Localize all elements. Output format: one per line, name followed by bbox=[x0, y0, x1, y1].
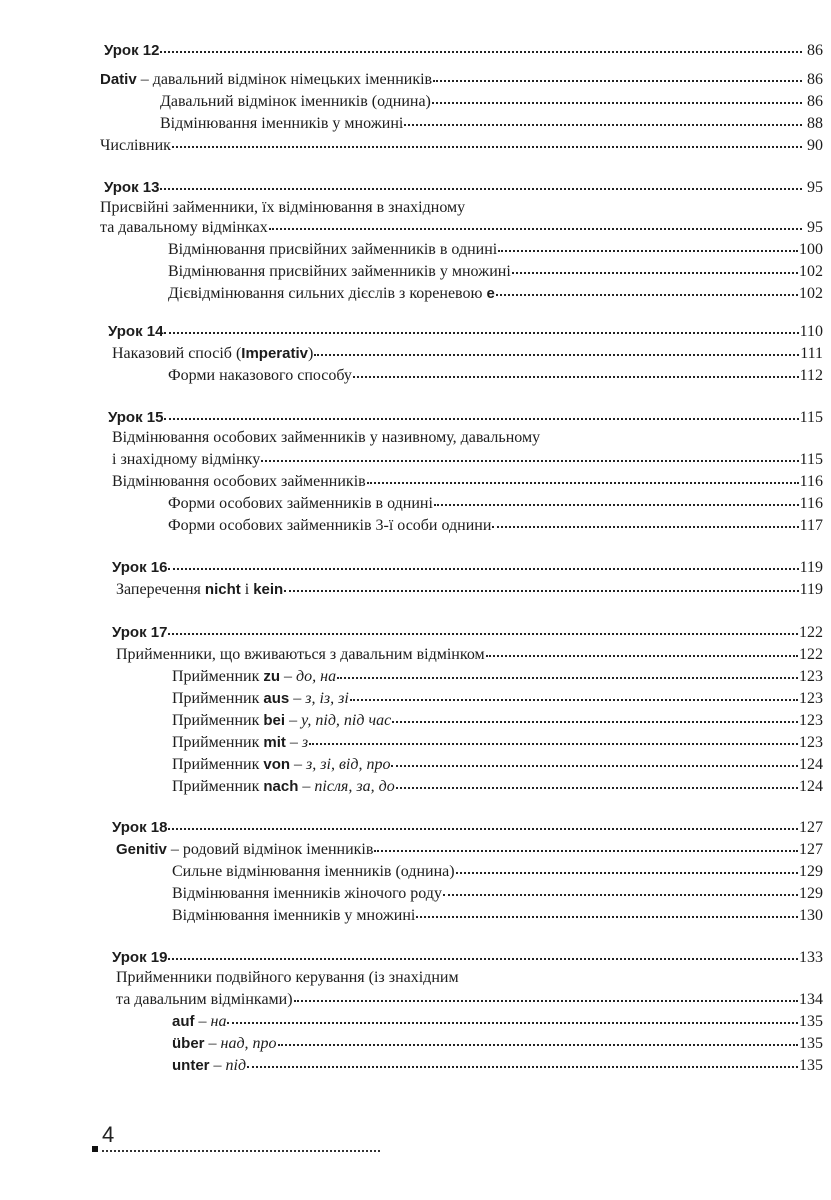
title-run: Форми особових займенників 3-ї особи однини bbox=[168, 517, 492, 534]
title-run: Числівник bbox=[100, 137, 171, 154]
page-ref: 119 bbox=[799, 559, 823, 576]
toc-entry-title bbox=[168, 284, 495, 304]
lesson-heading[interactable] bbox=[112, 818, 823, 838]
title-run: unter bbox=[172, 1057, 210, 1074]
page-ref: 135 bbox=[799, 1035, 823, 1052]
dot-leader bbox=[309, 741, 798, 745]
page-ref: 112 bbox=[799, 367, 823, 384]
toc-entry-title bbox=[172, 711, 391, 731]
page-ref: 95 bbox=[807, 219, 823, 236]
toc-entry-title bbox=[100, 218, 268, 238]
toc-entry[interactable] bbox=[172, 777, 823, 797]
page-ref: 115 bbox=[799, 451, 823, 468]
title-run: kein bbox=[253, 581, 284, 598]
page-ref: 124 bbox=[799, 778, 823, 795]
page-ref: 123 bbox=[799, 690, 823, 707]
dot-leader bbox=[367, 480, 799, 484]
title-run: Відмінювання іменників жіночого роду bbox=[172, 885, 442, 902]
title-run: – bbox=[289, 690, 306, 707]
toc-entry-title bbox=[116, 840, 373, 860]
toc-entry[interactable] bbox=[168, 366, 823, 386]
toc-entry-title bbox=[160, 114, 403, 134]
title-run: Genitiv bbox=[116, 841, 167, 858]
title-run: nicht bbox=[204, 581, 241, 598]
toc-entry[interactable] bbox=[100, 136, 823, 156]
page-ref: 117 bbox=[799, 517, 823, 534]
title-run: Відмінювання особових займенників bbox=[112, 473, 366, 490]
toc-entry-line[interactable] bbox=[100, 198, 823, 218]
dot-leader bbox=[227, 1020, 798, 1024]
dot-leader bbox=[350, 697, 798, 701]
dot-leader bbox=[432, 100, 802, 104]
lesson-title: Урок 13 bbox=[104, 179, 160, 196]
title-run: Дієвідмінювання сильних дієслів з кореневою bbox=[168, 285, 487, 302]
title-run: – давальний відмінок німецьких іменників bbox=[136, 71, 433, 88]
toc-entry-title bbox=[172, 906, 415, 926]
title-run: Форми наказового способу bbox=[168, 367, 352, 384]
footer-dotted-rule bbox=[102, 1150, 380, 1152]
toc-entry-title bbox=[172, 755, 390, 775]
title-run: на bbox=[210, 1013, 227, 1030]
lesson-heading[interactable] bbox=[104, 178, 823, 198]
dot-leader bbox=[492, 524, 798, 528]
toc-entry-line[interactable] bbox=[116, 968, 823, 988]
dot-leader bbox=[284, 588, 798, 592]
dot-leader bbox=[164, 416, 798, 420]
page-ref: 122 bbox=[799, 646, 823, 663]
title-run: Заперечення bbox=[116, 581, 205, 598]
dot-leader bbox=[404, 122, 802, 126]
dot-leader bbox=[168, 956, 798, 960]
dot-leader bbox=[168, 631, 798, 635]
page-ref: 86 bbox=[807, 42, 823, 59]
toc-entry-title bbox=[168, 262, 511, 282]
title-run: Imperativ bbox=[241, 345, 308, 362]
title-run: з, із, зі bbox=[305, 690, 349, 707]
dot-leader bbox=[164, 330, 798, 334]
toc-entry[interactable] bbox=[112, 450, 823, 470]
page-ref: 90 bbox=[807, 137, 823, 154]
title-run: Dativ bbox=[100, 71, 137, 88]
dot-leader bbox=[496, 292, 798, 296]
toc-entry-title bbox=[112, 472, 366, 492]
lesson-heading[interactable] bbox=[112, 623, 823, 643]
lesson-title: Урок 18 bbox=[112, 819, 168, 836]
title-run: Присвійні займенники, їх відмінювання в знахідному bbox=[100, 199, 466, 216]
dot-leader bbox=[269, 226, 802, 230]
toc-entry[interactable] bbox=[168, 494, 823, 514]
dot-leader bbox=[168, 826, 798, 830]
page-ref: 116 bbox=[799, 473, 823, 490]
toc-entry[interactable] bbox=[116, 645, 823, 665]
toc-entry[interactable] bbox=[172, 733, 823, 753]
title-run: Прийменник bbox=[172, 668, 264, 685]
toc-entry-line-title bbox=[100, 198, 465, 218]
toc-entry[interactable] bbox=[172, 1056, 823, 1076]
title-run: Відмінювання іменників у множині bbox=[160, 115, 404, 132]
title-run: Прийменник bbox=[172, 690, 264, 707]
dot-leader bbox=[392, 719, 798, 723]
toc-entry[interactable] bbox=[160, 92, 823, 112]
title-run: zu bbox=[263, 668, 281, 685]
lesson-title: Урок 17 bbox=[112, 624, 168, 641]
dot-leader bbox=[374, 848, 798, 852]
title-run: – bbox=[194, 1013, 211, 1030]
toc-entry-title bbox=[116, 645, 485, 665]
dot-leader bbox=[443, 892, 798, 896]
title-run: Прийменник bbox=[172, 712, 264, 729]
toc-entry-title bbox=[100, 70, 432, 90]
toc-entry[interactable] bbox=[112, 344, 823, 364]
title-run: до, на bbox=[296, 668, 337, 685]
toc-entry[interactable] bbox=[116, 580, 823, 600]
title-run: mit bbox=[263, 734, 286, 751]
dot-leader bbox=[512, 270, 798, 274]
dot-leader bbox=[261, 458, 798, 462]
lesson-heading[interactable] bbox=[112, 558, 823, 578]
toc-entry-title bbox=[168, 494, 433, 514]
toc-entry[interactable] bbox=[168, 262, 823, 282]
title-run: і bbox=[240, 581, 254, 598]
page-ref: 116 bbox=[799, 495, 823, 512]
page-ref: 95 bbox=[807, 179, 823, 196]
title-run: – родовий відмінок іменників bbox=[166, 841, 374, 858]
toc-entry-title bbox=[172, 1034, 277, 1054]
lesson-heading[interactable] bbox=[104, 41, 823, 61]
title-run: – bbox=[280, 668, 297, 685]
toc-entry-title bbox=[168, 240, 497, 260]
toc-entry-title bbox=[172, 884, 442, 904]
toc-entry[interactable] bbox=[172, 1012, 823, 1032]
toc-entry-title bbox=[160, 92, 431, 112]
page-ref: 134 bbox=[799, 991, 823, 1008]
page-footer bbox=[92, 1122, 382, 1152]
title-run: над, про bbox=[220, 1035, 277, 1052]
page-ref: 123 bbox=[799, 734, 823, 751]
dot-leader bbox=[456, 870, 798, 874]
lesson-heading[interactable] bbox=[112, 948, 823, 968]
lesson-heading[interactable] bbox=[108, 408, 823, 428]
page-ref: 135 bbox=[799, 1013, 823, 1030]
title-run: Наказовий спосіб ( bbox=[112, 345, 242, 362]
toc-entry-title bbox=[116, 580, 283, 600]
page-ref: 102 bbox=[799, 263, 823, 280]
title-run: – bbox=[285, 712, 302, 729]
title-run: aus bbox=[263, 690, 290, 707]
title-run: під bbox=[225, 1057, 247, 1074]
dot-leader bbox=[498, 248, 798, 252]
toc-entry[interactable] bbox=[100, 218, 823, 238]
toc-entry[interactable] bbox=[112, 472, 823, 492]
page-ref: 130 bbox=[799, 907, 823, 924]
page-ref: 115 bbox=[799, 409, 823, 426]
toc-entry-title bbox=[172, 733, 308, 753]
page-ref: 86 bbox=[807, 71, 823, 88]
page-ref: 110 bbox=[799, 323, 823, 340]
title-run: Форми особових займенників в однині bbox=[168, 495, 433, 512]
page-ref: 135 bbox=[799, 1057, 823, 1074]
toc-entry[interactable] bbox=[116, 840, 823, 860]
lesson-title: Урок 14 bbox=[108, 323, 164, 340]
lesson-title: Урок 19 bbox=[112, 949, 168, 966]
title-run: über bbox=[172, 1035, 205, 1052]
page-ref: 119 bbox=[799, 581, 823, 598]
title-run: Відмінювання особових займенників у називному, давальному bbox=[112, 429, 541, 446]
toc-entry[interactable] bbox=[172, 1034, 823, 1054]
title-run: Відмінювання іменників у множині bbox=[172, 907, 416, 924]
dot-leader bbox=[247, 1064, 798, 1068]
title-run: Прийменники подвійного керування (із знахідним bbox=[116, 969, 459, 986]
toc-entry[interactable] bbox=[172, 711, 823, 731]
toc-entry-title bbox=[172, 667, 336, 687]
dot-leader bbox=[314, 352, 799, 356]
toc-entry-title bbox=[172, 1012, 226, 1032]
toc-entry[interactable] bbox=[168, 240, 823, 260]
toc-entry-title bbox=[172, 777, 395, 797]
toc-entry-title bbox=[100, 136, 171, 156]
toc-entry[interactable] bbox=[172, 884, 823, 904]
lesson-title: Урок 15 bbox=[108, 409, 164, 426]
title-run: і знахідному відмінку bbox=[112, 451, 261, 468]
page-ref: 127 bbox=[799, 819, 823, 836]
toc-entry[interactable] bbox=[160, 114, 823, 134]
page-ref: 100 bbox=[799, 241, 823, 258]
title-run: nach bbox=[263, 778, 299, 795]
toc-entry-title bbox=[168, 366, 352, 386]
page-number: 4 bbox=[102, 1122, 115, 1147]
title-run: bei bbox=[263, 712, 286, 729]
toc-entry-title bbox=[112, 344, 313, 364]
toc-entry[interactable] bbox=[172, 755, 823, 775]
page-ref: 111 bbox=[800, 345, 823, 362]
page-ref: 124 bbox=[799, 756, 823, 773]
toc-entry-line-title bbox=[112, 428, 540, 448]
dot-leader bbox=[434, 502, 799, 506]
title-run: Прийменник bbox=[172, 756, 264, 773]
dot-leader bbox=[433, 78, 802, 82]
dot-leader bbox=[160, 49, 802, 53]
title-run: ) bbox=[307, 345, 314, 362]
toc-entry-line[interactable] bbox=[112, 428, 823, 448]
dot-leader bbox=[396, 785, 798, 789]
toc-entry-title bbox=[172, 689, 349, 709]
title-run: Відмінювання присвійних займенників в однині bbox=[168, 241, 498, 258]
toc-entry-title bbox=[112, 450, 260, 470]
title-run: e bbox=[486, 285, 495, 302]
toc-entry[interactable] bbox=[100, 70, 823, 90]
title-run: auf bbox=[172, 1013, 195, 1030]
lesson-title: Урок 12 bbox=[104, 42, 160, 59]
page-ref: 127 bbox=[799, 841, 823, 858]
toc-entry-line-title bbox=[116, 968, 459, 988]
page-ref: 123 bbox=[799, 668, 823, 685]
dot-leader bbox=[172, 144, 802, 148]
title-run: після, за, до bbox=[314, 778, 395, 795]
dot-leader bbox=[486, 653, 798, 657]
lesson-heading[interactable] bbox=[108, 322, 823, 342]
toc-entry-title bbox=[172, 862, 455, 882]
page-ref: 123 bbox=[799, 712, 823, 729]
page-ref: 102 bbox=[799, 285, 823, 302]
dot-leader bbox=[294, 998, 798, 1002]
title-run: von bbox=[263, 756, 291, 773]
dot-leader bbox=[278, 1042, 798, 1046]
dot-leader bbox=[168, 566, 798, 570]
title-run: – bbox=[285, 734, 302, 751]
toc-entry[interactable] bbox=[172, 667, 823, 687]
page-ref: 129 bbox=[799, 863, 823, 880]
lesson-title: Урок 16 bbox=[112, 559, 168, 576]
title-run: та давальним відмінками) bbox=[116, 991, 293, 1008]
dot-leader bbox=[337, 675, 798, 679]
title-run: з, зі, від, про bbox=[306, 756, 391, 773]
dot-leader bbox=[353, 374, 799, 378]
toc-entry-title bbox=[168, 516, 491, 536]
title-run: у, під, під час bbox=[301, 712, 392, 729]
page-ref: 129 bbox=[799, 885, 823, 902]
dot-leader bbox=[160, 186, 802, 190]
page-ref: 122 bbox=[799, 624, 823, 641]
title-run: Прийменник bbox=[172, 734, 264, 751]
title-run: – bbox=[204, 1035, 221, 1052]
dot-leader bbox=[391, 763, 798, 767]
title-run: Сильне відмінювання іменників (однина) bbox=[172, 863, 455, 880]
title-run: Відмінювання присвійних займенників у множині bbox=[168, 263, 511, 280]
toc-entry[interactable] bbox=[172, 862, 823, 882]
title-run: з bbox=[301, 734, 309, 751]
toc-entry[interactable] bbox=[168, 284, 823, 304]
toc-entry[interactable] bbox=[168, 516, 823, 536]
title-run: Давальний відмінок іменників (однина) bbox=[160, 93, 431, 110]
dot-leader bbox=[416, 914, 798, 918]
toc-entry-title bbox=[116, 990, 293, 1010]
title-run: – bbox=[290, 756, 307, 773]
toc-entry-title bbox=[172, 1056, 246, 1076]
toc-entry[interactable] bbox=[172, 689, 823, 709]
title-run: та давальному відмінках bbox=[100, 219, 268, 236]
title-run: Прийменники, що вживаються з давальним відмінком bbox=[116, 646, 485, 663]
title-run: Прийменник bbox=[172, 778, 264, 795]
toc-entry[interactable] bbox=[116, 990, 823, 1010]
toc-entry[interactable] bbox=[172, 906, 823, 926]
title-run: – bbox=[298, 778, 315, 795]
page-ref: 133 bbox=[799, 949, 823, 966]
page-ref: 88 bbox=[807, 115, 823, 132]
title-run: – bbox=[209, 1057, 226, 1074]
page-marker bbox=[92, 1146, 98, 1152]
page-ref: 86 bbox=[807, 93, 823, 110]
